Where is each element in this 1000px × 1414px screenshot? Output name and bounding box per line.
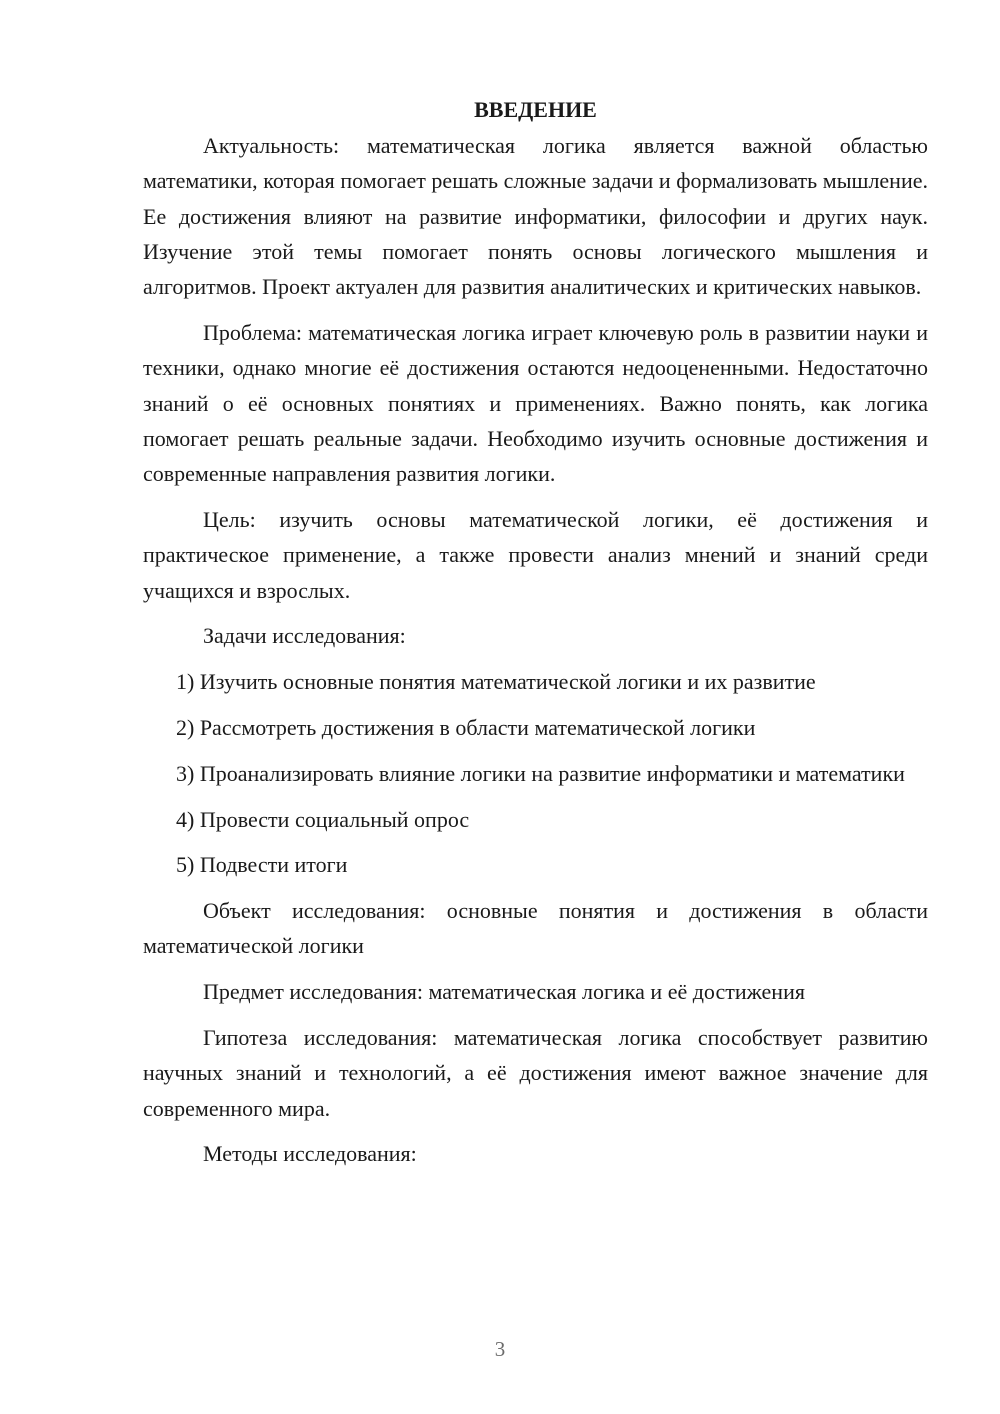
hypothesis-paragraph: Гипотеза исследования: математическая логика способствует развитию научных знаний и технологий, а её достижения имеют важное значение для современного мира. [143, 1025, 928, 1121]
section-title: ВВЕДЕНИЕ [474, 97, 597, 122]
task-item: 5) Подвести итоги [176, 852, 348, 878]
methods-heading: Методы исследования: [203, 1141, 417, 1167]
task-item: 3) Проанализировать влияние логики на развитие информатики и математики [176, 760, 905, 786]
problem-paragraph: Проблема: математическая логика играет ключевую роль в развитии науки и техники, однако многие её достижения остаются недооцененными. Недостаточно знаний о её основных понятиях и применениях. Важно понять, как логика помогает решать реальные задачи. Необходимо изучить основные достижения и современные направления развития логики. [143, 319, 928, 487]
relevance-paragraph: Актуальность: математическая логика является важной областью математики, которая помогает решать сложные задачи и формализовать мышление. Ее достижения влияют на развитие информатики, философии и других наук. Изучение этой темы помогает понять основы логического мышления и алгоритмов. Проект актуален для развития аналитических и критических навыков. [143, 133, 928, 300]
subject-paragraph: Предмет исследования: математическая логика и её достижения [203, 979, 805, 1005]
task-item: 4) Провести социальный опрос [176, 806, 470, 832]
tasks-list [143, 664, 928, 882]
goal-paragraph: Цель: изучить основы математической логики, её достижения и практическое применение, а также провести анализ мнений и знаний среди учащихся и взрослых. [143, 506, 928, 603]
task-item: 2) Рассмотреть достижения в области математической логики [176, 714, 756, 740]
page-number: 3 [494, 1337, 506, 1361]
tasks-heading: Задачи исследования: [203, 623, 406, 649]
task-item: 1) Изучить основные понятия математической логики и их развитие [176, 669, 816, 695]
object-paragraph: Объект исследования: основные понятия и достижения в области математической логики [143, 898, 928, 959]
document-page [143, 92, 928, 1182]
